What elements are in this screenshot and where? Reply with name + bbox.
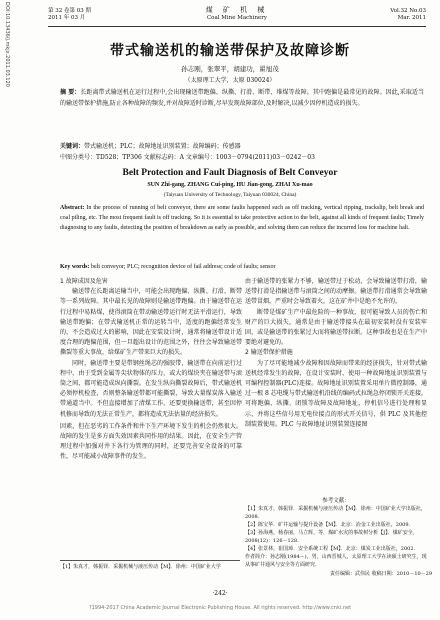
references-heading: 参考文献： bbox=[322, 498, 350, 504]
reference-item: 【3】孙海燕，杨春丽，马立辉，等．煤矿水灾的事故树分析【J】．煤矿安全，2008(12)：126－128. bbox=[245, 530, 418, 544]
left-column bbox=[60, 277, 242, 463]
abstract-en-text: In the process of running of belt conveyor, there are some faults happened such as off tracking, vertical ripping, trackslip, belt break and coal piling, etc. The most frequent fault is off tracking. So it is essential to take protective action to the belt, against all kinds of frequent faults; Timely diagnosing to any faults, detecting the position of breakdown as early as possible, and solving them can reduce the incurred loss for machine halt. bbox=[60, 205, 425, 232]
title-cn: 带式输送机的输送带保护及故障诊断 bbox=[110, 43, 350, 59]
classification-line: 中图分类号：TD528；TP306 文献标志码：A 文章编号：1003－0794(2011)03－0242－03 bbox=[60, 154, 315, 161]
running-header bbox=[48, 4, 426, 27]
reference-item: 【1】朱真才，韩振铎．采掘机械与液压传动【M】．徐州：中国矿业大学出版社，2008. bbox=[245, 506, 426, 520]
date-en: Mar. 2011 bbox=[397, 15, 426, 21]
section-1-heading: 1 故障成因及危害 bbox=[60, 278, 108, 285]
keywords-en bbox=[60, 264, 424, 270]
journal-name-en: Coal Mine Machinery bbox=[206, 15, 268, 21]
keywords-cn-label: 关键词： bbox=[60, 143, 85, 150]
affiliation-en: (Taiyuan University of Technology, Taiyuan 030024, China) bbox=[163, 192, 297, 198]
keywords-en-text: belt conveyor; PLC; recognition device of fail address; code of faults; sensor bbox=[91, 264, 276, 270]
body-paragraph: 输送带在长距离运输当中，可能会出现跑偏、纵撕、打滑、断带等一系列故障。其中最长见的故障则是输送带跑偏。由于输送带在运行过程中易粘煤，使得滚筒在带动输送带运行时无法平滑运行，导致输送带跑偏；在带式输送机正常的运转当中，适度的跑偏经常发生的，不会造成过大的影响，因此在安装设计时，通常将输送带设计适度合理的跑偏范围，但一旦超出设计的范围之外，往往会导致输送带撕裂等重大事故，给煤矿生产带来巨大的损失。 bbox=[60, 288, 242, 357]
keywords-en-label: Key words: bbox=[60, 264, 90, 270]
affiliation-cn: （太原理工大学，太原 030024） bbox=[184, 77, 276, 84]
section-2-heading: 2 输送带保护措施 bbox=[245, 349, 293, 357]
authors-en: SUN Zhi-gang, ZHANG Cui-ping, HU Jian-gong, ZHAI Xu-mao bbox=[147, 182, 313, 188]
page-number: ·242· bbox=[212, 590, 228, 597]
footnote: 【1】朱真才，韩振铎．采掘机械与液压传动【M】．徐州：中国矿业大学 bbox=[60, 560, 240, 571]
references bbox=[245, 497, 427, 569]
header-center bbox=[48, 6, 426, 22]
body-paragraph: 同时，输送带主要是带钢丝绳芯的强胶带，输送带在向前运行过程中，由于受到金属等尖状物体的压力，或大的煤块夹在输送带与滚筒之间，都可能造成纵向撕裂。在发生纵向撕裂故障后，带式输送机必须停机检查，否则整条输送带都可能撕裂，导致大量煤炭落入输送带通道当中。不但直接增加了清煤工作，还要更换输送带，甚至因停机修而导致的无法正常生产，都将造成无法估量的经济损失。 bbox=[60, 359, 242, 418]
abstract-en-label: Abstract: bbox=[60, 205, 85, 211]
doi-label: DOI:10.13436/j.mkjx.2011.03.120 bbox=[4, 2, 10, 87]
reference-item: 【4】张景林，崔国璋．安全系统工程【M】．北京：煤炭工业出版社，2002. bbox=[245, 546, 416, 552]
keywords-cn-text: 带式输送机；PLC；故障地址识别装置；故障编码；传感器 bbox=[84, 143, 241, 150]
received-date: 责任编辑：武伟民 收稿日期：2010－10－29 bbox=[330, 571, 433, 577]
date-cn: 2011 年 03 月 bbox=[48, 15, 86, 21]
journal-name-cn: 煤 矿 机 械 bbox=[205, 6, 269, 14]
reference-item: 【2】陈宝华．矿井运输与提升设备【M】．北京：冶金工业出版社，2009. bbox=[245, 522, 411, 528]
volume-cn: 第 32 卷第 03 期 bbox=[48, 8, 91, 14]
abstract-cn bbox=[60, 88, 424, 109]
abstract-cn-text: 长距离带式输送机在运行过程中,会出现输送带跑偏、纵撕、打滑、断带、堆煤等故障。其中跑偏是最常见的故障。因此,采取适当的输送带保护措施,防止各种故障的频发,并对故障适时诊断,尽早发现故障部位,及时解决,以减少因停机造成的损失。 bbox=[60, 89, 424, 107]
keywords-cn bbox=[60, 142, 424, 153]
authors-cn: 孙志刚，张翠平，胡建功，翟旭茂 bbox=[181, 65, 279, 73]
title-en: Belt Protection and Fault Diagnosis of Belt Conveyor bbox=[122, 168, 338, 178]
abstract-cn-label: 摘 要： bbox=[60, 89, 81, 96]
copyright-footer: ?1994-2017 China Academic Journal Electronic Publishing House. All rights reserved. http://www.cnki.net bbox=[88, 605, 352, 611]
body-paragraph: 断带是煤矿生产中最危险的一种事故，很可能导致人员的伤亡和财产的巨大损失，通常是由于输送带接头在最初安装时没有安装牢固，或是输送带的张紧过大而将输送带拉断。这种事故也是在生产中要绝对避免的。 bbox=[245, 308, 427, 347]
right-column bbox=[245, 277, 427, 430]
body-paragraph: 为了尽可能地减少故障和因故障而带来的经济损失，针对带式输送机经常发生的故障，在设计安装时，使用一种故障地址识别装置与可编程控制器(PLC)连接。故障地址识别装置采用单片微控制器，通过一根 8 芯电缆与带式输送机沿线的编码式拉绳急停闭锁开关连接，可将跑偏、纵撕、闭锁等故障及故障地址，停机信号进行处理和显示，并将这些信号用无电位接点的形式开关信号，供 PLC 及其他控制装置使用。PLC 与故障地址识别装置连接图 bbox=[245, 359, 427, 428]
body-paragraph: 因素，但在恶劣的工作条件和井下生产环境下发生的机会仍然很大。故障的发生是多方面失效因素共同作用的结果。因此，在安全生产管理过程中加强对井下各行为管理的同时，还要完善安全设备的可靠性，尽可能减小故障事件的发生。 bbox=[60, 422, 242, 461]
abstract-en bbox=[60, 203, 424, 234]
header-right bbox=[390, 8, 426, 22]
body-paragraph: 由于输送带的张紧力不够，输送带过于松动，会导致输送带打滑，输送带打滑是指输送带与滚筒之间的动摩擦。输送带打滑通常会导致输送带冒烟，严重时会导致着火，这在矿井中是绝不允许的。 bbox=[245, 278, 427, 306]
volume-en: Vol.32 No.03 bbox=[390, 8, 426, 14]
author-bio: 作者简介：孙志刚(1984－)，男，山西晋城人，太原理工大学在读硕士研究生，现从事矿井通风与安全等方面研究. bbox=[245, 554, 427, 568]
